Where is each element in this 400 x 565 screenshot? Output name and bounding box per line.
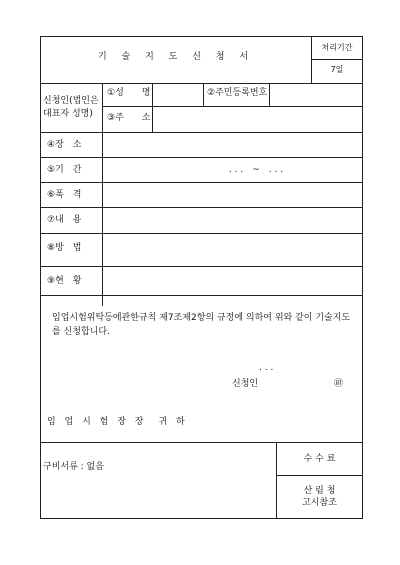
addressee: 임 업 시 험 장 장 귀 하 — [47, 417, 188, 427]
name-label: ①성 명 — [107, 88, 151, 98]
fee-label: 수 수 료 — [303, 454, 336, 464]
form-title: 기 술 지 도 신 청 서 — [97, 52, 255, 62]
row-scope-label: ⑥폭 격 — [47, 190, 82, 200]
row-method-label: ⑧방 법 — [47, 243, 82, 253]
processing-period-value: 7일 — [330, 65, 344, 74]
application-form — [40, 36, 363, 519]
application-date: . . . — [259, 363, 274, 373]
seal-mark: ㊞ — [334, 379, 344, 389]
address-label: ③주 소 — [107, 113, 151, 123]
required-documents: 구비서류 : 없음 — [43, 462, 104, 472]
processing-period-label: 처리기간 — [321, 43, 353, 52]
row-period-label: ⑤기 간 — [47, 165, 82, 175]
row-period-value: . . . ~ . . . — [228, 165, 284, 175]
row-location-label: ④장 소 — [47, 140, 82, 150]
statement-text: 임업시험위탁등에관한규칙 제7조제2항의 규정에 의하여 위와 같이 기술지도를 신청합니다. — [52, 313, 351, 337]
signer-label: 신청인 — [232, 379, 259, 389]
rrn-label: ②주민등록번호 — [207, 88, 268, 98]
row-status-label: ⑨현 황 — [47, 276, 82, 286]
applicant-label: 신청인(법인은 대표자 성명) — [43, 96, 99, 119]
fee-value: 산 림 청 고시참조 — [302, 486, 337, 508]
row-content-label: ⑦내 용 — [47, 215, 82, 225]
